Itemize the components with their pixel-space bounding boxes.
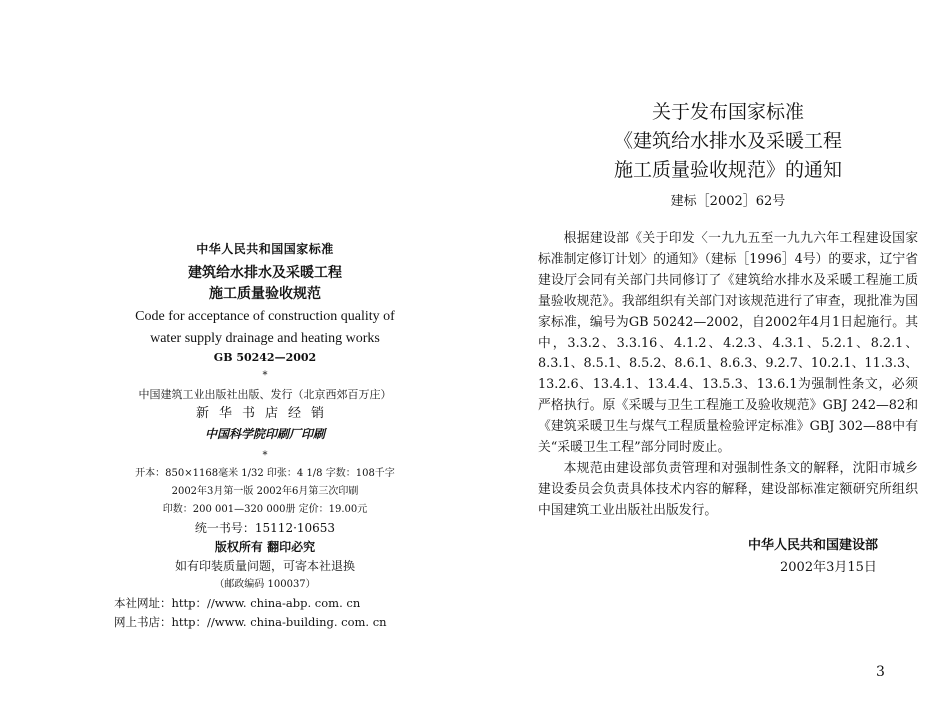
document-number: 建标［2002］62号 [670, 194, 786, 209]
title-cn-line2: 施工质量验收规范 [209, 286, 321, 302]
separator-star: * [262, 370, 268, 381]
copyright-notice: 版权所有 翻印必究 [214, 540, 316, 554]
standard-category: 中华人民共和国国家标准 [196, 242, 334, 256]
publisher-line: 中国建筑工业出版社出版、发行（北京西郊百万庄） [138, 388, 392, 401]
book-number: 统一书号：15112·10653 [194, 521, 336, 535]
print-count-line: 印数：200 001—320 000册 定价：19.00元 [162, 504, 368, 515]
bookstore-line: 网上书店：http：//www. china-building. com. cn [114, 615, 387, 629]
edition-line: 2002年3月第一版 2002年6月第三次印刷 [171, 486, 359, 497]
return-note: 如有印装质量问题，可寄本社退换 [174, 559, 355, 573]
notice-title-line1: 关于发布国家标准 [651, 101, 804, 123]
body-paragraph-1: 根据建设部《关于印发〈一九九五至一九九六年工程建设国家标准制定修订计划〉的通知》（建标［1996］4号）的要求，辽宁省建设厅会同有关部门共同修订了《建筑给水排水及采暖工程施工质量验收规范》。我部组织有关部门对该规范进行了审查，现批准为国家标准，编号为GB 50242—2002，自2002年4月1日起施行。其中，3.3.2、3.3.16、4.1.2、4.2.3、4.3.1、5.2.1、8.2.1、8.3.1、8.5.1、8.5.2、8.6.1、8.6.3、9.2.7、10.2.1、11.3.3、13.2.6、13.4.1、13.4.4、13.5.3、13.6.1为强制性条文，必须严格执行。原《采暖与卫生工程施工及验收规范》GBJ 242—82和《建筑采暖卫生与煤气工程质量检验评定标准》GBJ 302—88中有关“采暖卫生工程”部分同时废止。 [538, 231, 918, 456]
page-number: 3 [876, 664, 885, 680]
copyright-page [100, 240, 430, 632]
title-cn-line1: 建筑给水排水及采暖工程 [188, 265, 342, 281]
website-line: 本社网址：http：//www. china-abp. com. cn [114, 596, 361, 610]
standard-code: GB 50242—2002 [213, 351, 317, 364]
signature-block [748, 535, 918, 579]
signature-organization: 中华人民共和国建设部 [748, 538, 879, 553]
postcode-line: （邮政编码 100037） [214, 579, 316, 590]
separator-star-2: * [262, 450, 268, 461]
body-paragraph-2: 本规范由建设部负责管理和对强制性条文的解释，沈阳市城乡建设委员会负责具体技术内容的解释，建设部标准定额研究所组织中国建筑工业出版社出版发行。 [538, 460, 918, 518]
title-en-line1: Code for acceptance of construction quality of [135, 309, 395, 324]
format-spec-line: 开本：850×1168毫米 1/32 印张：4 1/8 字数：108千字 [135, 468, 395, 479]
notice-body [538, 229, 918, 522]
printer-line: 中国科学院印刷厂印刷 [204, 427, 325, 441]
distributor-line: 新华书店经销 [195, 406, 334, 421]
signature-date: 2002年3月15日 [780, 560, 877, 575]
title-en-line2: water supply drainage and heating works [150, 331, 380, 346]
notice-title-line2: 《建筑给水排水及采暖工程 [613, 130, 842, 152]
notice-title [538, 98, 918, 185]
notice-title-line3: 施工质量验收规范》的通知 [613, 159, 842, 181]
